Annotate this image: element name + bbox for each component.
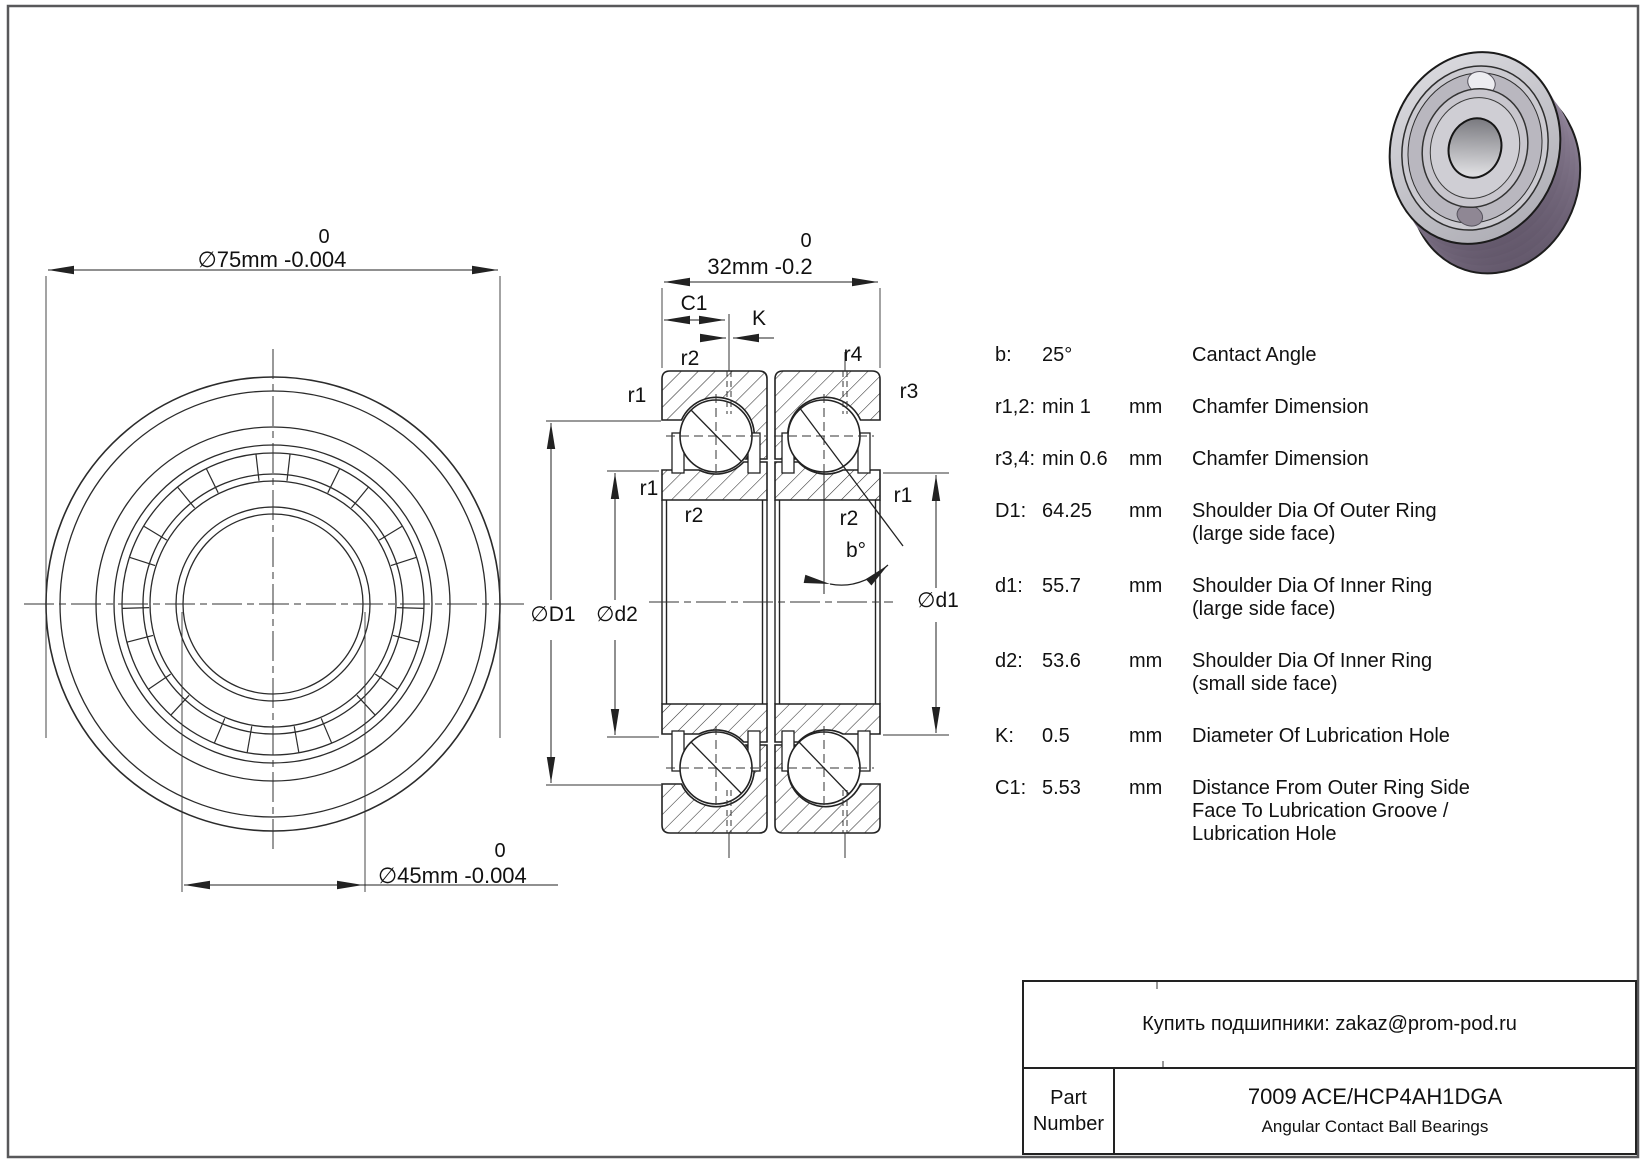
od-tolerance-upper: 0: [318, 226, 330, 248]
part-number: 7009 ACE/HCP4AH1DGA: [1247, 1084, 1503, 1109]
spec-table: [995, 344, 1555, 875]
part-label-line1: Part: [1050, 1087, 1087, 1109]
c1-label: C1: [680, 292, 708, 315]
part-number-label-cell: [1024, 1069, 1115, 1153]
spec-row-d2: [995, 650, 1555, 696]
title-block-bottom-row: [1024, 1069, 1635, 1153]
spec-description: Cantact Angle: [1192, 344, 1317, 366]
contact-angle-label: b°: [845, 539, 867, 562]
spec-row-chamfer-r34: [995, 448, 1555, 471]
section-view: [662, 314, 903, 858]
r3-label: r3: [899, 380, 919, 403]
spec-key: d2:: [995, 650, 1023, 672]
spec-description: Shoulder Dia Of Inner Ring (small side face): [1192, 650, 1433, 695]
r2-label-top: r2: [680, 347, 700, 370]
spec-row-d1: [995, 575, 1555, 621]
dia-d1-label: ∅d1: [917, 589, 959, 612]
spec-description: Distance From Outer Ring Side Face To Lubrication Groove / Lubrication Hole: [1192, 777, 1470, 845]
title-block: [1022, 980, 1637, 1155]
spec-value: 53.6: [1042, 650, 1081, 672]
spec-value: 0.5: [1042, 725, 1070, 747]
bore-dimension-label: ∅45mm -0.004: [378, 863, 527, 888]
spec-value: min 1: [1042, 396, 1091, 418]
spec-unit: mm: [1129, 448, 1163, 470]
width-tolerance-upper: 0: [800, 230, 812, 252]
bore-tolerance-upper: 0: [494, 840, 506, 862]
spec-row-D1: [995, 500, 1555, 546]
part-number-cell: [1115, 1069, 1635, 1153]
spec-value: min 0.6: [1042, 448, 1108, 470]
spec-description: Shoulder Dia Of Outer Ring (large side face): [1192, 500, 1437, 545]
spec-value: 64.25: [1042, 500, 1093, 522]
spec-unit: mm: [1129, 500, 1163, 522]
spec-description: Chamfer Dimension: [1192, 448, 1369, 470]
r2-label-bore-left: r2: [684, 504, 704, 527]
spec-key: d1:: [995, 575, 1023, 597]
part-label-line2: Number: [1032, 1113, 1105, 1135]
dia-D1-label: ∅D1: [530, 603, 576, 626]
spec-row-K: [995, 725, 1555, 748]
spec-key: b:: [995, 344, 1012, 366]
k-label: K: [751, 307, 767, 330]
spec-value: 55.7: [1042, 575, 1081, 597]
od-dimension-label: ∅75mm -0.004: [197, 247, 347, 272]
spec-description: Chamfer Dimension: [1192, 396, 1369, 418]
spec-unit: mm: [1129, 396, 1163, 418]
spec-key: r3,4:: [995, 448, 1036, 470]
width-dimension-label: 32mm -0.2: [707, 254, 813, 279]
r1-label-top-left: r1: [627, 384, 647, 407]
spec-description: Shoulder Dia Of Inner Ring (large side face): [1192, 575, 1433, 620]
dia-d2-label: ∅d2: [596, 603, 638, 626]
spec-row-C1: [995, 777, 1555, 846]
r2-label-bore-right: r2: [839, 507, 859, 530]
front-view-centerlines: [24, 349, 527, 853]
spec-key: D1:: [995, 500, 1027, 522]
spec-row-contact-angle: [995, 344, 1555, 367]
spec-description: Diameter Of Lubrication Hole: [1192, 725, 1450, 747]
r4-label: r4: [843, 343, 863, 366]
spec-unit: mm: [1129, 777, 1163, 799]
spec-unit: mm: [1129, 725, 1163, 747]
contact-info: Купить подшипники: zakaz@prom-pod.ru: [1024, 982, 1635, 1069]
r1-label-mid-right: r1: [893, 484, 913, 507]
r1-label-mid-left: r1: [639, 477, 659, 500]
spec-unit: [1129, 344, 1192, 367]
spec-key: C1:: [995, 777, 1027, 799]
spec-value: 25°: [1042, 344, 1073, 366]
spec-row-chamfer-r12: [995, 396, 1555, 419]
spec-unit: mm: [1129, 650, 1163, 672]
part-type: Angular Contact Ball Bearings: [1261, 1117, 1489, 1136]
bearing-3d-render: [1358, 30, 1611, 296]
spec-value: 5.53: [1042, 777, 1081, 799]
spec-unit: mm: [1129, 575, 1163, 597]
spec-key: K:: [995, 725, 1014, 747]
spec-key: r1,2:: [995, 396, 1036, 418]
